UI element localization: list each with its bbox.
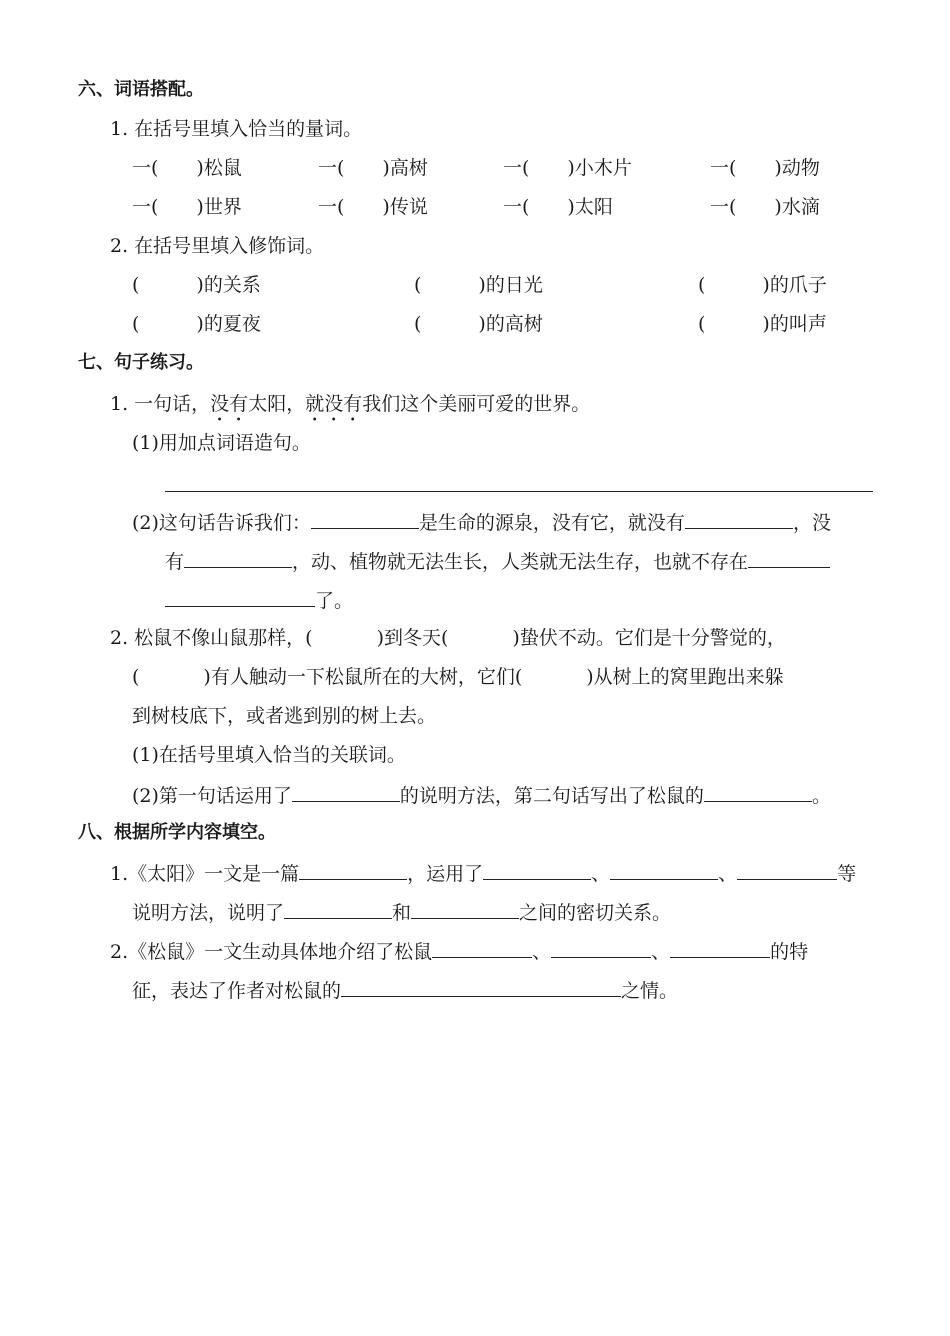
answer-blank[interactable]: [292, 781, 400, 802]
text-part: 的特: [770, 941, 809, 963]
modifier-item[interactable]: ( )的叫声: [698, 313, 827, 335]
text-part: 等: [837, 863, 857, 885]
measure-word-item[interactable]: 一( )小木片: [503, 157, 632, 179]
answer-blank[interactable]: [184, 547, 292, 568]
text-part: 2. 松鼠不像山鼠那样，(: [110, 627, 313, 649]
text-part: ，没: [792, 512, 831, 534]
measure-word-item[interactable]: 一( )松鼠: [132, 157, 242, 179]
measure-word-item[interactable]: 一( )传说: [318, 196, 428, 218]
text-part: 之间的密切关系。: [519, 902, 672, 924]
sentence-part: 太阳，: [248, 393, 306, 415]
sec7-q2-line2: [132, 664, 784, 690]
section-7-title: 七、句子练习。: [78, 352, 204, 373]
answer-blank[interactable]: [685, 508, 793, 529]
answer-blank[interactable]: [551, 937, 651, 958]
text-part: (: [132, 666, 140, 688]
text-part: 有: [165, 551, 185, 573]
text-part: 1.《太阳》一文是一篇: [110, 863, 300, 885]
sec8-q2-line1: [110, 937, 808, 963]
sec7-q1-sentence: [110, 391, 590, 417]
answer-blank[interactable]: [299, 859, 407, 880]
measure-word-item[interactable]: 一( )世界: [132, 196, 242, 218]
text-part: 说明方法，说明了: [132, 902, 285, 924]
text-part: 是生命的源泉，没有它，就没有: [418, 512, 685, 534]
answer-blank[interactable]: [311, 508, 419, 529]
text-part: 了。: [315, 590, 354, 612]
answer-line[interactable]: [165, 491, 873, 492]
answer-blank[interactable]: [284, 898, 392, 919]
text-part: 之情。: [621, 980, 679, 1002]
separator: 、: [651, 941, 671, 963]
sec8-q1-line2: [132, 898, 671, 924]
text-part: ，动、植物就无法生长，人类就无法生存，也就不存在: [292, 551, 749, 573]
sec7-q2-line1: [110, 625, 786, 651]
sec7-q2-sub2: [132, 781, 831, 807]
answer-blank[interactable]: [432, 937, 532, 958]
sec7-q1-sub2-line1: [132, 508, 831, 534]
dotted-word: 就没有: [305, 393, 363, 415]
modifier-item[interactable]: ( )的日光: [414, 274, 543, 296]
text-part: )有人触动一下松鼠所在的大树，它们(: [203, 666, 523, 688]
text-part: 2.《松鼠》一文生动具体地介绍了松鼠: [110, 941, 433, 963]
sentence-part: 1. 一句话，: [110, 393, 211, 415]
separator: 、: [718, 863, 738, 885]
section-6-title: 六、词语搭配。: [78, 79, 204, 100]
answer-blank[interactable]: [411, 898, 519, 919]
text-part: 征，表达了作者对松鼠的: [132, 980, 342, 1002]
modifier-item[interactable]: ( )的关系: [132, 274, 261, 296]
modifier-item[interactable]: ( )的夏夜: [132, 313, 261, 335]
answer-blank[interactable]: [748, 547, 830, 568]
sec8-q1-line1: [110, 859, 856, 885]
text-part: (2)第一句话运用了: [132, 785, 292, 807]
text-part: )到冬天(: [376, 627, 449, 649]
answer-blank[interactable]: [165, 586, 315, 607]
text-part: (2)这句话告诉我们：: [132, 512, 311, 534]
dotted-word: 没有: [210, 393, 249, 415]
measure-word-item[interactable]: 一( )高树: [318, 157, 428, 179]
answer-blank[interactable]: [341, 976, 621, 997]
sec7-q1-sub2-line3: [165, 586, 353, 612]
answer-blank[interactable]: [704, 781, 812, 802]
measure-word-item[interactable]: 一( )动物: [710, 157, 820, 179]
sec8-q2-line2: [132, 976, 678, 1002]
modifier-item[interactable]: ( )的爪子: [698, 274, 827, 296]
separator: 、: [591, 863, 611, 885]
text-part: 和: [392, 902, 412, 924]
text-part: 。: [811, 785, 831, 807]
answer-blank[interactable]: [483, 859, 591, 880]
answer-blank[interactable]: [610, 859, 718, 880]
sec7-q1-sub1: (1)用加点词语造句。: [132, 432, 311, 454]
answer-blank[interactable]: [737, 859, 837, 880]
text-part: )从树上的窝里跑出来躲: [586, 666, 784, 688]
section-8-title: 八、根据所学内容填空。: [78, 822, 276, 843]
measure-word-item[interactable]: 一( )太阳: [503, 196, 613, 218]
text-part: ，运用了: [407, 863, 484, 885]
sec7-q2-sub1: (1)在括号里填入恰当的关联词。: [132, 744, 406, 766]
sec6-q1-label: 1. 在括号里填入恰当的量词。: [110, 118, 363, 140]
measure-word-item[interactable]: 一( )水滴: [710, 196, 820, 218]
text-part: 的说明方法，第二句话写出了松鼠的: [399, 785, 704, 807]
sec7-q1-sub2-line2: [165, 547, 830, 573]
sec7-q2-line3: 到树枝底下，或者逃到别的树上去。: [132, 705, 437, 727]
separator: 、: [532, 941, 552, 963]
text-part: )蛰伏不动。它们是十分警觉的，: [512, 627, 786, 649]
modifier-item[interactable]: ( )的高树: [414, 313, 543, 335]
sec6-q2-label: 2. 在括号里填入修饰词。: [110, 235, 325, 257]
sentence-part: 我们这个美丽可爱的世界。: [362, 393, 591, 415]
answer-blank[interactable]: [670, 937, 770, 958]
